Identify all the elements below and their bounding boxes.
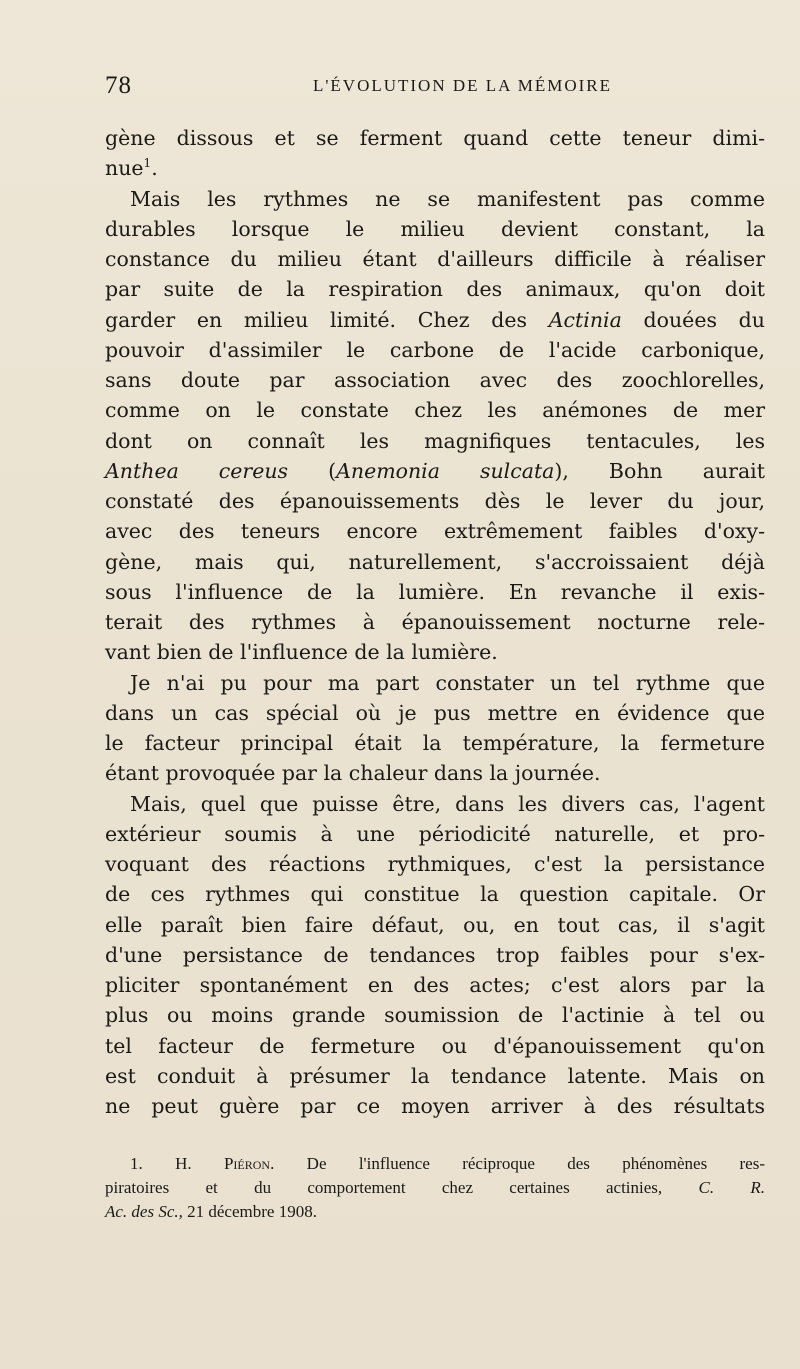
running-title: L'ÉVOLUTION DE LA MÉMOIRE [312, 76, 613, 95]
text-line: voquant des réactions rythmiques, c'est la persistance [105, 852, 765, 876]
text-line: gène dissous et se ferment quand cette teneur dimi- [105, 126, 765, 150]
body-text [105, 123, 765, 1121]
text-fragment: De l'influence réciproque des phénomènes res- [306, 1154, 766, 1173]
text-line: vant bien de l'influence de la lumière. [105, 640, 498, 665]
page-number: 78 [105, 72, 132, 99]
footnote-line [105, 1200, 765, 1224]
footnote-number: 1. [130, 1154, 143, 1173]
footnote-ref: 1 [143, 156, 152, 171]
footnote-line [105, 1176, 765, 1200]
text-line: étant provoquée par la chaleur dans la journée. [105, 761, 601, 786]
text-fragment: nue [105, 156, 144, 181]
text-line: elle paraît bien faire défaut, ou, en tout cas, il s'agit [105, 912, 765, 937]
text-line: d'une persistance de tendances trop faibles pour s'ex- [105, 942, 765, 967]
text-line: Mais, quel que puisse être, dans les divers cas, l'agent [130, 791, 765, 816]
italic-term: C. R. [698, 1178, 766, 1197]
text-line: par suite de la respiration des animaux, qu'on doit [105, 277, 765, 302]
text-fragment: . [151, 156, 158, 181]
footnote-line [105, 1152, 765, 1176]
text-line: est conduit à présumer la tendance latente. Mais on [105, 1063, 765, 1088]
text-line: durables lorsque le milieu devient constant, la [105, 216, 765, 241]
text-line: plus ou moins grande soumission de l'actinie à tel ou [105, 1003, 765, 1028]
footnotes [105, 1152, 765, 1224]
text-line: Mais les rythmes ne se manifestent pas comme [130, 186, 765, 211]
text-line: constaté des épanouissements dès le lever du jour, [105, 489, 765, 513]
text-line: avec des teneurs encore extrêmement faibles d'oxy- [105, 519, 765, 544]
text-line: tel facteur de fermeture ou d'épanouissement qu'on [105, 1033, 765, 1058]
text-fragment: ), [554, 458, 569, 483]
text-line: gène, mais qui, naturellement, s'accroissaient déjà [105, 549, 765, 574]
text-fragment: ( [328, 458, 337, 483]
text-fragment: 21 décembre 1908. [187, 1202, 317, 1221]
text-line: extérieur soumis à une périodicité naturelle, et pro- [105, 821, 765, 846]
text-line: Je n'ai pu pour ma part constater un tel rythme que [130, 670, 765, 695]
text-line: terait des rythmes à épanouissement nocturne rele- [105, 610, 765, 634]
text-line [105, 456, 765, 486]
text-line: dont on connaît les magnifiques tentacules, les [105, 428, 765, 453]
running-head [105, 72, 765, 102]
text-line: pouvoir d'assimiler le carbone de l'acide carbonique, [105, 337, 765, 362]
text-line: dans un cas spécial où je pus mettre en évidence que [105, 700, 765, 725]
text-line: de ces rythmes qui constitue la question capitale. Or [105, 882, 765, 907]
text-fragment: douées du [643, 307, 765, 332]
italic-term: Ac. des Sc., [105, 1202, 183, 1221]
italic-term: Anemonia sulcata [336, 458, 555, 483]
italic-term: Actinia [548, 307, 622, 332]
text-line: sans doute par association avec des zoochlorelles, [105, 368, 765, 392]
text-line: sous l'influence de la lumière. En revanche il exis- [105, 579, 765, 604]
text-line: ne peut guère par ce moyen arriver à des résultats [105, 1094, 765, 1118]
text-line: comme on le constate chez les anémones de mer [105, 398, 765, 423]
italic-term: Anthea cereus [105, 458, 289, 483]
text-line: constance du milieu étant d'ailleurs difficile à réaliser [105, 247, 765, 271]
text-line [105, 153, 765, 183]
text-line [105, 305, 765, 335]
text-fragment: Bohn aurait [608, 458, 765, 483]
footnote-author: H. Piéron. [175, 1154, 275, 1173]
text-line: le facteur principal était la température, la fermeture [105, 731, 765, 755]
text-line: pliciter spontanément en des actes; c'est alors par la [105, 973, 765, 997]
text-fragment: garder en milieu limité. Chez des [105, 307, 528, 332]
text-fragment: piratoires et du comportement chez certaines actinies, [105, 1178, 663, 1197]
